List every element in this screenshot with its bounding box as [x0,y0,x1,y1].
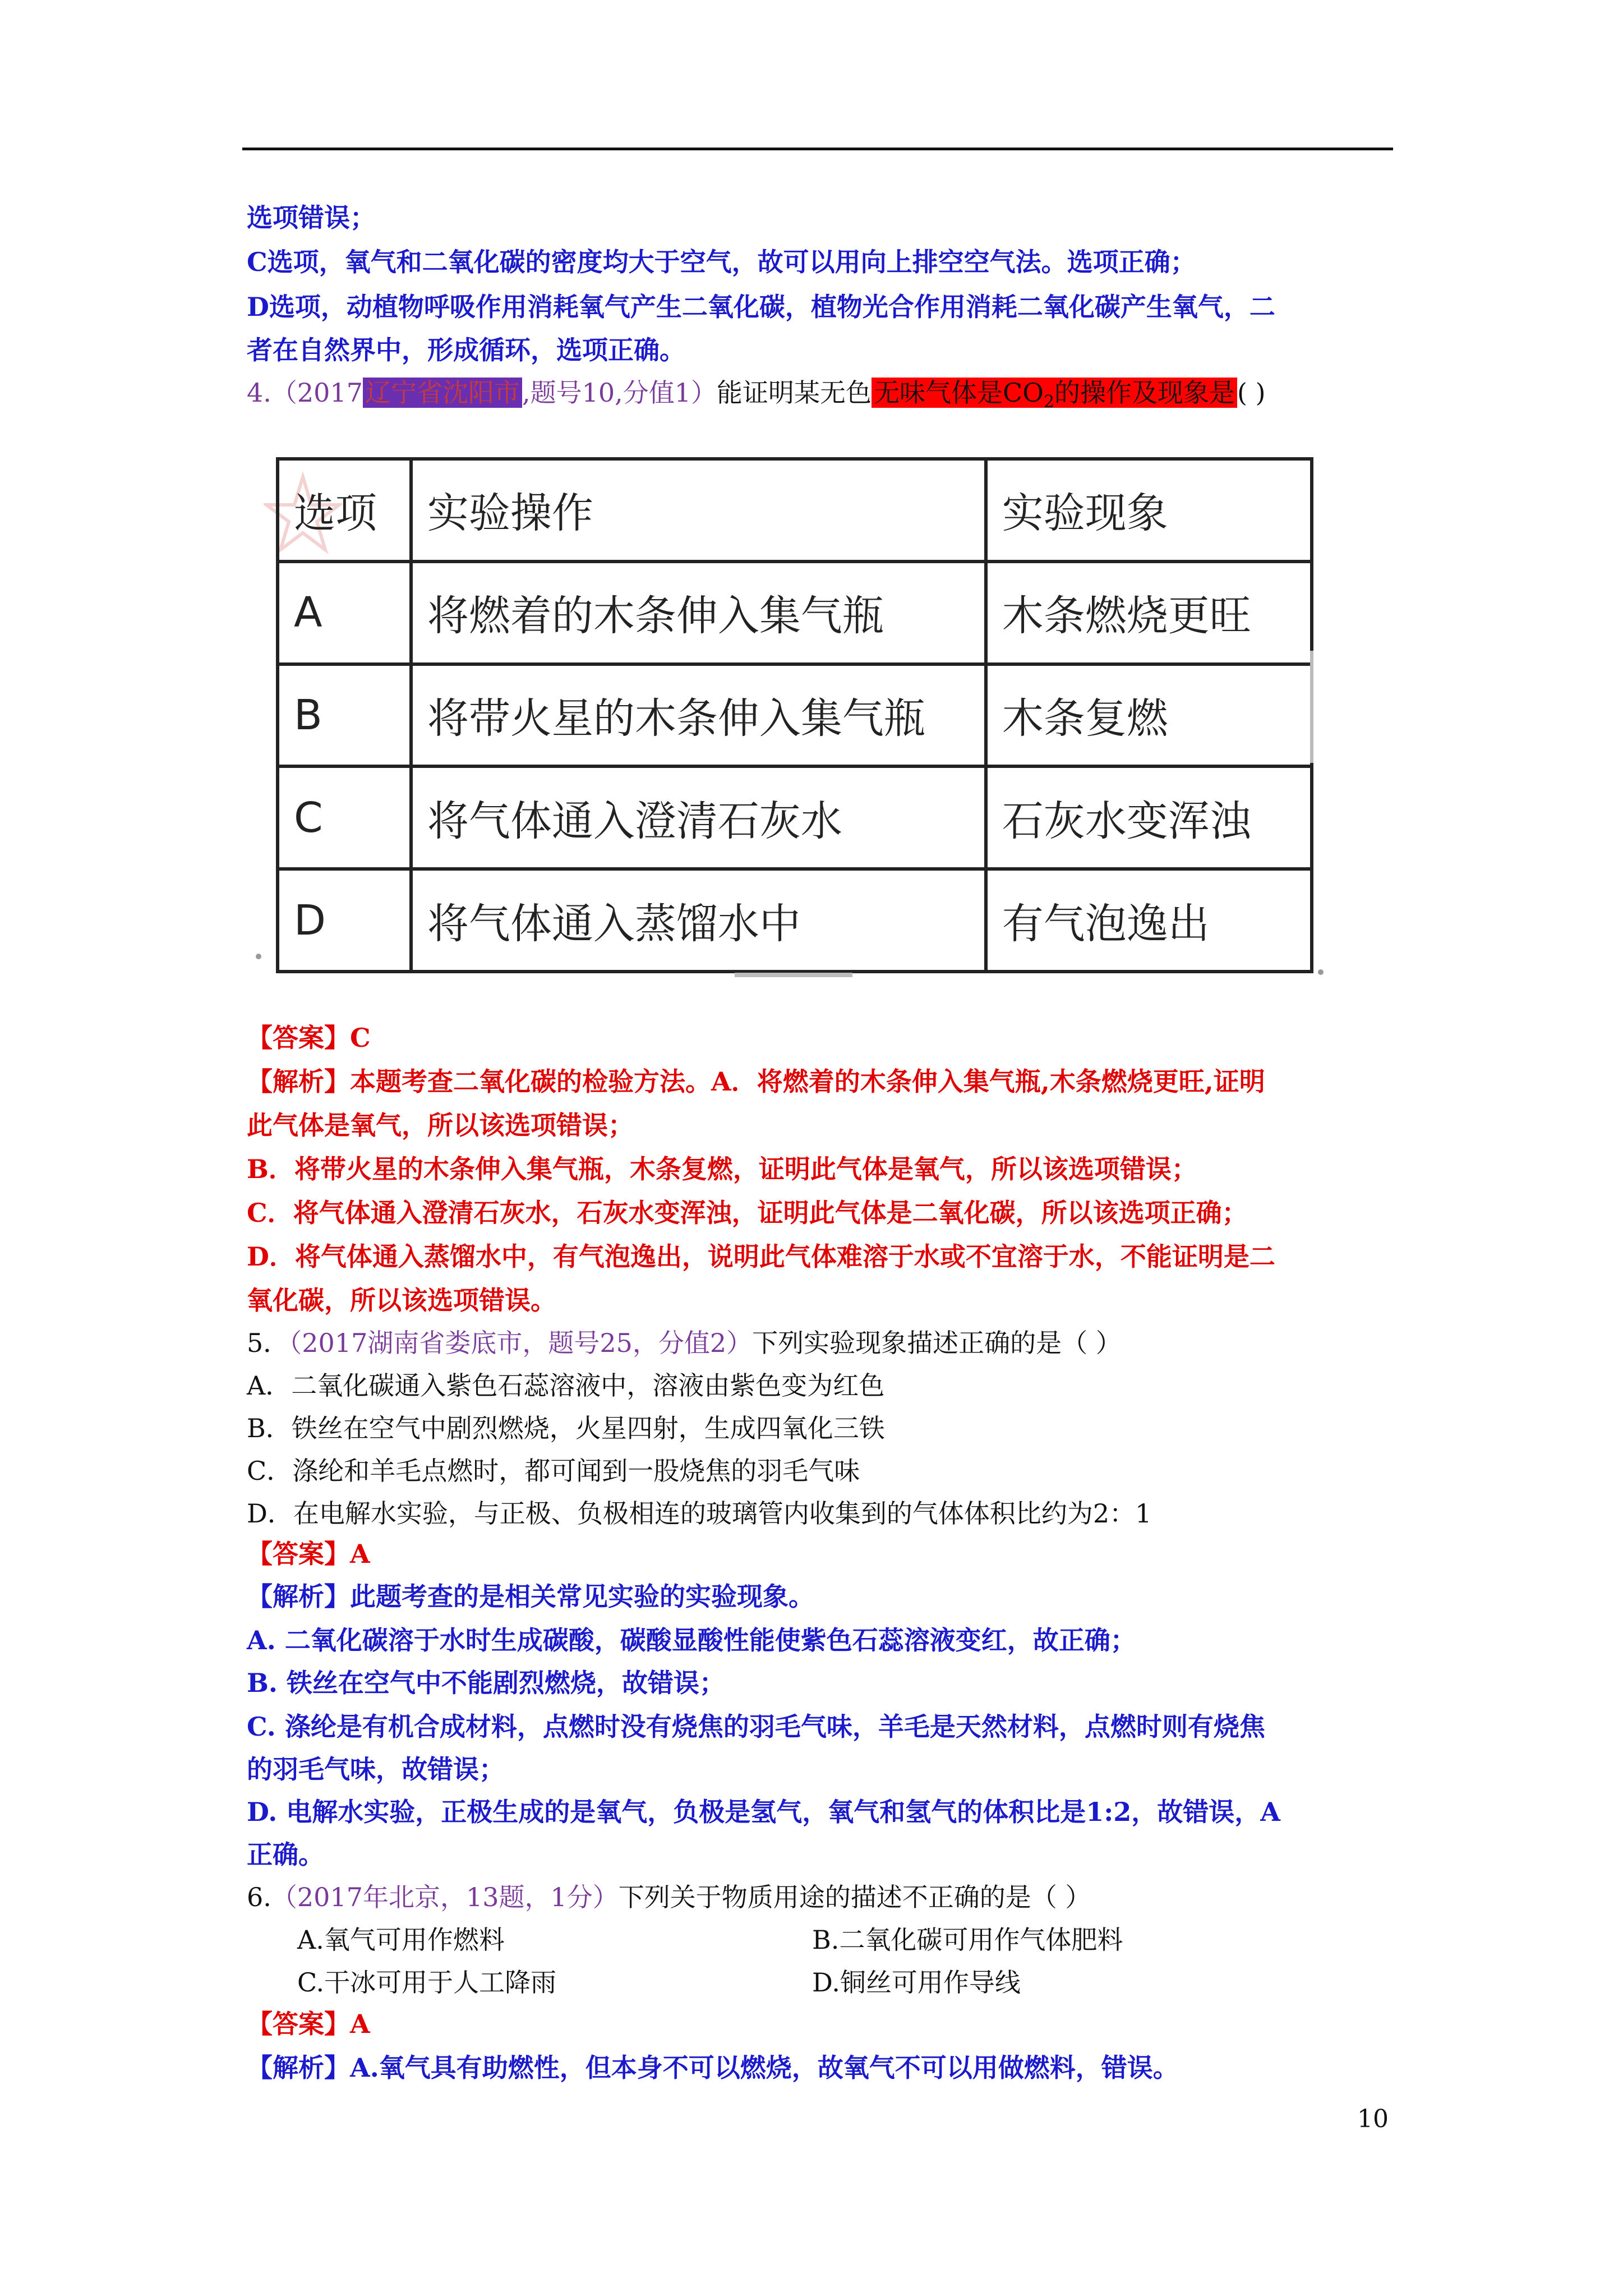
image-edge-mark [735,973,852,977]
question-text: 下列关于物质用途的描述不正确的是（ ） [618,1882,1091,1912]
analysis-line: 氧化碳，所以该选项错误。 [247,1285,556,1315]
table-cell: A [278,562,411,664]
text-line: C选项，氧气和二氧化碳的密度均大于空气，故可以用向上排空空气法。选项正确； [247,247,1196,277]
question-source: （2017湖南省娄底市，题号25，分值2） [289,1328,753,1358]
table-row [278,562,1312,664]
analysis-line: 【解析】此题考查的是相关常见实验的实验现象。 [247,1581,814,1612]
page-number: 10 [1357,2105,1389,2133]
table-cell: 将气体通入蒸馏水中 [411,869,986,972]
analysis-line: 此气体是氧气，所以该选项错误； [247,1110,634,1140]
question-number: 4. [247,378,271,408]
option-line: C.干冰可用于人工降雨 [297,1967,557,1998]
question-source: （2017 [271,378,363,408]
image-corner-dot [1318,969,1324,975]
table-cell: D [278,869,411,972]
option-line: A．二氧化碳通入紫色石蕊溶液中，溶液由紫色变为红色 [247,1370,885,1401]
table-cell: 木条复燃 [986,664,1312,767]
analysis-line: D．将气体通入蒸馏水中，有气泡逸出，说明此气体难溶于水或不宜溶于水，不能证明是二 [247,1241,1275,1272]
table-row [278,869,1312,972]
highlight-source: 辽宁省沈阳市 [363,378,522,408]
experiment-table-image [276,457,1313,973]
question-text: 下列实验现象描述正确的是（ ） [752,1328,1122,1358]
table-cell: 将带火星的木条伸入集气瓶 [411,664,986,767]
table-row [278,766,1312,869]
question-text: 能证明某无色 [717,378,872,408]
answer-label: 【答案】A [247,2009,370,2039]
analysis-line: 【解析】本题考查二氧化碳的检验方法。A．将燃着的木条伸入集气瓶,木条燃烧更旺,证明 [247,1066,1265,1097]
experiment-table [276,457,1313,973]
table-cell: 将气体通入澄清石灰水 [411,766,986,869]
table-header-cell: 实验操作 [411,459,986,562]
question-source-rest: ,题号10,分值1） [522,378,717,408]
table-header-cell: 实验现象 [986,459,1312,562]
analysis-line: B．将带火星的木条伸入集气瓶，木条复燃，证明此气体是氧气，所以该选项错误； [247,1154,1197,1184]
question-4-stem [247,376,1266,419]
text-line: 者在自然界中，形成循环，选项正确。 [247,335,685,365]
option-line: D.铜丝可用作导线 [812,1967,1021,1998]
question-number: 6. [247,1882,271,1912]
text-line: 选项错误； [247,203,376,233]
option-line: A.氧气可用作燃料 [297,1925,505,1955]
answer-label: 【答案】A [247,1539,370,1569]
analysis-line: 的羽毛气味，故错误； [247,1754,505,1784]
subscript: 2 [1043,392,1055,412]
table-cell: 木条燃烧更旺 [986,562,1312,664]
question-source: （2017年北京，13题，1分） [271,1882,619,1912]
analysis-line: C．将气体通入澄清石灰水，石灰水变浑浊，证明此气体是二氧化碳，所以该选项正确； [247,1198,1248,1228]
option-line: C．涤纶和羊毛点燃时，都可闻到一股烧焦的羽毛气味 [247,1456,860,1486]
analysis-line: B. 铁丝在空气中不能剧烈燃烧，故错误； [247,1668,725,1698]
analysis-line: D. 电解水实验，正极生成的是氧气，负极是氢气，氧气和氢气的体积比是1:2，故错误，A [247,1797,1280,1827]
analysis-line: 正确。 [247,1839,324,1870]
question-number: 5． [247,1328,289,1358]
table-row [278,664,1312,767]
table-header-cell: 选项 [278,459,411,562]
table-cell: C [278,766,411,869]
text-line: D选项，动植物呼吸作用消耗氧气产生二氧化碳，植物光合作用消耗二氧化碳产生氧气，二 [247,292,1275,322]
analysis-line: C. 涤纶是有机合成材料，点燃时没有烧焦的羽毛气味，羊毛是天然材料，点燃时则有烧焦 [247,1711,1265,1742]
header-rule [242,148,1393,150]
option-line: B.二氧化碳可用作气体肥料 [812,1925,1123,1955]
analysis-line: A. 二氧化碳溶于水时生成碳酸，碳酸显酸性能使紫色石蕊溶液变红，故正确； [247,1625,1136,1655]
highlight-question [872,378,1237,412]
table-cell: 石灰水变浑浊 [986,766,1312,869]
table-cell: B [278,664,411,767]
option-line: D．在电解水实验，与正极、负极相连的玻璃管内收集到的气体体积比约为2：1 [247,1498,1152,1529]
analysis-line: 【解析】A.氧气具有助燃性，但本身不可以燃烧，故氧气不可以用做燃料，错误。 [247,2053,1179,2083]
answer-blank: ( ) [1237,378,1266,408]
question-5-stem [247,1326,1122,1360]
option-line: B．铁丝在空气中剧烈燃烧，火星四射，生成四氧化三铁 [247,1413,885,1443]
table-header-row [278,459,1312,562]
question-6-stem [247,1880,1091,1914]
answer-label: 【答案】C [247,1023,371,1053]
table-cell: 将燃着的木条伸入集气瓶 [411,562,986,664]
image-edge-mark [1310,651,1313,763]
image-corner-dot [256,954,261,959]
highlight-text: 无味气体是CO [874,378,1044,408]
highlight-text: 的操作及现象是 [1054,378,1235,408]
table-cell: 有气泡逸出 [986,869,1312,972]
